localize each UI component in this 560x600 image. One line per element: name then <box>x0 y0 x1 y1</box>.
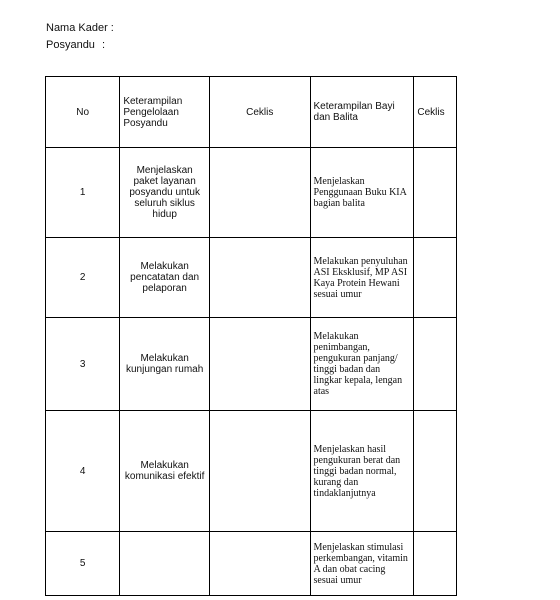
baby-skill-cell: Melakukan penimbangan, pengukuran panjang/ tinggi badan dan lingkar kepala, lengan atas <box>310 318 414 411</box>
check-cell-1[interactable] <box>209 148 310 238</box>
table-header-row <box>46 77 457 148</box>
col-header-management-skill: Keterampilan Pengelolaan Posyandu <box>120 77 210 148</box>
row-number: 1 <box>46 148 120 238</box>
nama-kader-label: Nama Kader : <box>46 22 114 34</box>
table-row <box>46 238 457 318</box>
nama-kader-line <box>46 20 114 37</box>
table-row <box>46 532 457 596</box>
baby-skill-cell: Menjelaskan stimulasi perkembangan, vitamin A dan obat cacing sesuai umur <box>310 532 414 596</box>
check-cell-1[interactable] <box>209 411 310 532</box>
management-skill-cell: Melakukan komunikasi efektif <box>120 411 210 532</box>
col-header-check-1: Ceklis <box>209 77 310 148</box>
table-row <box>46 318 457 411</box>
management-skill-cell <box>120 532 210 596</box>
posyandu-label: Posyandu <box>46 39 95 51</box>
check-cell-1[interactable] <box>209 318 310 411</box>
posyandu-colon: : <box>102 39 106 51</box>
check-cell-2[interactable] <box>414 532 457 596</box>
baby-skill-cell: Menjelaskan hasil pengukuran berat dan tinggi badan normal, kurang dan tindaklanjutnya <box>310 411 414 532</box>
col-header-no: No <box>46 77 120 148</box>
row-number: 5 <box>46 532 120 596</box>
management-skill-cell: Melakukan pencatatan dan pelaporan <box>120 238 210 318</box>
table-row <box>46 148 457 238</box>
form-header <box>46 20 114 54</box>
check-cell-1[interactable] <box>209 532 310 596</box>
col-header-check-2: Ceklis <box>414 77 457 148</box>
baby-skill-cell: Menjelaskan Penggunaan Buku KIA bagian balita <box>310 148 414 238</box>
table-row <box>46 411 457 532</box>
skills-checklist-table <box>45 76 457 596</box>
check-cell-2[interactable] <box>414 148 457 238</box>
check-cell-1[interactable] <box>209 238 310 318</box>
management-skill-cell: Menjelaskan paket layanan posyandu untuk seluruh siklus hidup <box>120 148 210 238</box>
row-number: 2 <box>46 238 120 318</box>
check-cell-2[interactable] <box>414 411 457 532</box>
check-cell-2[interactable] <box>414 318 457 411</box>
baby-skill-cell: Melakukan penyuluhan ASI Eksklusif, MP ASI Kaya Protein Hewani sesuai umur <box>310 238 414 318</box>
row-number: 4 <box>46 411 120 532</box>
check-cell-2[interactable] <box>414 238 457 318</box>
management-skill-cell: Melakukan kunjungan rumah <box>120 318 210 411</box>
row-number: 3 <box>46 318 120 411</box>
posyandu-line <box>46 37 114 54</box>
col-header-baby-skill: Keterampilan Bayi dan Balita <box>310 77 414 148</box>
